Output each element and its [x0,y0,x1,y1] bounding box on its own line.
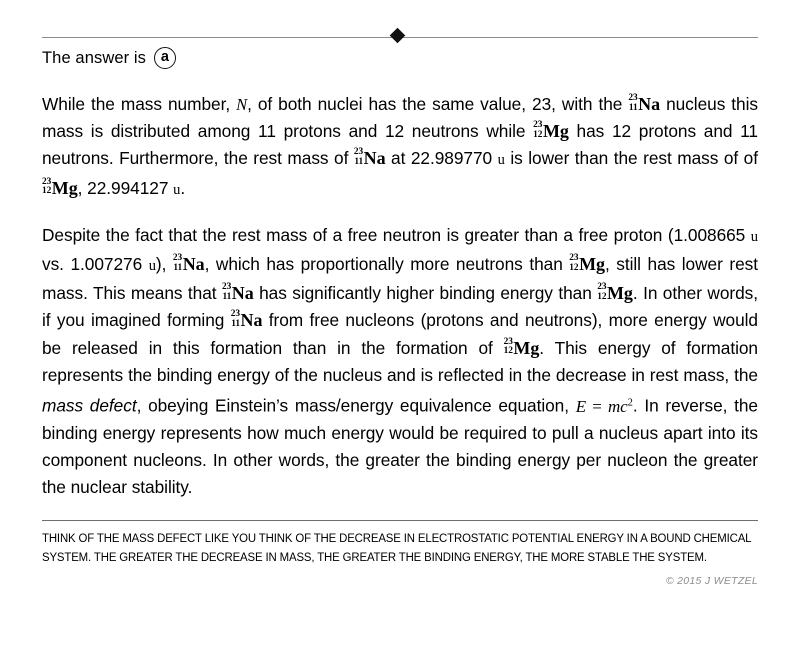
atomic-number: 11 [231,318,240,329]
atomic-number: 11 [222,291,232,302]
element-symbol: Na [231,283,254,304]
mass-number: 23 [628,92,638,103]
p2-text-1: Despite the fact that the rest mass of a free neutron is greater than a free proton (1.008665 [42,224,751,245]
mass-number: 23 [172,252,183,263]
diamond-marker-icon [390,28,406,44]
emphasis-mass-defect: mass defect [42,395,137,416]
element-symbol: Mg [51,177,78,198]
atomic-number: 12 [597,291,607,302]
answer-choice-badge: a [154,47,176,69]
p2-text-3: ), [155,254,173,275]
unit-u: u [497,152,505,169]
mass-number: 23 [597,282,607,293]
isotope-numbers [173,254,182,273]
element-symbol: Mg [606,283,633,304]
element-symbol: Na [638,94,661,114]
isotope-numbers [597,283,606,302]
bottom-divider-line [42,520,758,521]
atomic-number: 12 [42,186,52,197]
p1-text-5: at 22.989770 [385,148,498,169]
mass-number: 23 [353,147,364,158]
footnote-text: THINK OF THE MASS DEFECT LIKE YOU THINK OF THE DECREASE IN ELECTROSTATIC POTENTIAL ENERGY IN A BOUND CHEMICAL SYSTEM. THE GREATER THE DECREASE IN MASS, THE GREATER THE BINDING ENERGY, THE MORE STABLE THE SYSTEM. [42,530,751,564]
isotope-sodium-23 [231,311,263,330]
p1-text-3: nucleus this mass is distributed among 11 protons and 12 neutrons while [42,94,758,142]
isotope-numbers [628,94,637,113]
element-symbol: Na [182,254,205,275]
p2-text-5: , still has lower rest mass. This means that [42,254,758,304]
isotope-numbers [222,283,231,302]
mass-number: 23 [533,120,543,131]
document-page [0,37,800,654]
element-symbol: Mg [513,337,540,358]
isotope-numbers [354,148,363,167]
mass-number: 23 [569,252,579,263]
isotope-sodium-23 [173,254,205,273]
equation-lhs: E [575,396,587,416]
atomic-number: 12 [503,346,513,357]
isotope-sodium-23 [354,149,386,168]
isotope-sodium-23 [628,94,660,113]
top-divider [42,37,758,38]
atomic-number: 12 [569,262,579,273]
unit-u: u [148,258,156,275]
p1-text-2: , of both nuclei has the same value, 23, with the [247,94,629,114]
p1-text-4: has 12 protons and 11 neutrons. Furthermore, the rest mass of [42,121,758,169]
p2-text-7: . In other words, if you imagined forming [42,283,758,331]
atomic-number: 12 [533,129,543,140]
p2-text-2: vs. 1.007276 [42,254,149,275]
equation-rhs: mc [607,396,628,416]
p2-text-8: from free nucleons (protons and neutrons), more energy would be released in this formation than in the formation of [42,310,758,358]
atomic-number: 11 [173,262,183,273]
isotope-numbers [533,121,542,140]
explanation-body [42,91,758,502]
variable-n: N [236,95,248,114]
p1-text-6: is lower than the rest mass of of [504,148,758,169]
p1-text-7: , 22.994127 [77,177,174,198]
paragraph-1 [42,91,758,204]
isotope-magnesium-23 [597,284,633,303]
mass-number: 23 [503,336,513,347]
mass-number: 23 [221,282,232,293]
element-symbol: Mg [579,254,605,275]
isotope-magnesium-23 [42,178,78,197]
p2-text-9: . This energy of formation represents the binding energy of the nucleus and is reflected in the decrease in rest mass, the [42,337,758,385]
copyright-notice: © 2015 J WETZEL [665,574,758,587]
element-symbol: Mg [542,121,569,142]
mass-number: 23 [230,309,240,320]
unit-u: u [750,228,758,245]
isotope-numbers [504,338,513,357]
isotope-sodium-23 [222,284,254,303]
answer-label: The answer is [42,48,147,67]
paragraph-2 [42,222,758,502]
answer-line [42,47,758,69]
atomic-number: 11 [354,156,364,167]
p1-text-1: While the mass number, [42,94,237,114]
atomic-number: 11 [628,102,638,113]
p2-text-4: , which has proportionally more neutrons than [204,254,570,275]
isotope-magnesium-23 [569,254,605,273]
isotope-numbers [42,178,51,197]
p2-text-11: . In reverse, the binding energy represents how much energy would be required to pull a nucleus apart into its component nucleons. In other words, the greater the binding energy per nucleon the greater the nuclear stability. [42,395,758,498]
equation-operator: = [586,396,608,416]
element-symbol: Na [240,310,263,331]
unit-u: u [173,181,181,198]
p2-text-6: has significantly higher binding energy than [253,283,598,304]
element-symbol: Na [363,148,386,169]
mass-number: 23 [42,176,52,187]
equation-mass-energy [576,397,633,416]
isotope-numbers [569,254,578,273]
isotope-magnesium-23 [504,338,540,357]
isotope-numbers [231,310,240,329]
p2-text-10: , obeying Einstein’s mass/energy equivalence equation, [136,395,576,416]
isotope-magnesium-23 [533,122,569,141]
equation-exponent: 2 [627,397,633,409]
p1-text-8: . [180,177,186,198]
